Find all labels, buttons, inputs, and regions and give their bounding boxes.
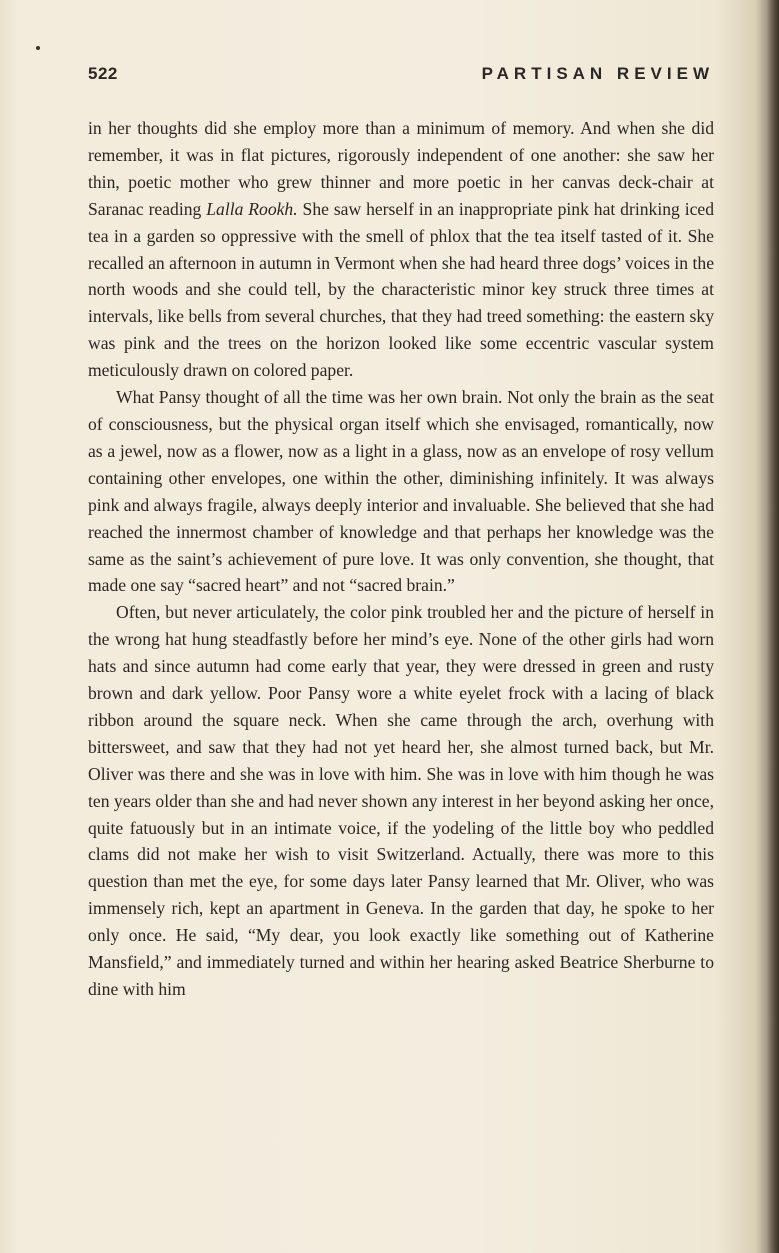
page-number: 522 — [88, 64, 118, 83]
paragraph-1-text-a: in her thoughts did she employ more than a minimum of memory. And when she did remember, it was in flat pictures, rigorously independent of one another: she saw her thin, poetic mother who grew thinner and more poetic in her canvas deck-chair at Saranac reading — [88, 118, 714, 219]
paragraph-1-text-b: She saw herself in an inappropriate pink hat drinking iced tea in a garden so oppressive with the smell of phlox that the tea itself tasted of it. She recalled an afternoon in autumn in Vermont when she had heard three dogs’ voices in the north woods and she could tell, by the characteristic minor key struck three times at intervals, like bells from several churches, that they had treed something: the eastern sky was pink and the trees on the horizon looked like some eccentric vascular system meticulously drawn on colored paper. — [88, 198, 714, 381]
book-title-lalla-rookh: Lalla Rookh. — [206, 198, 298, 219]
paragraph-1 — [88, 115, 714, 384]
running-head: PARTISAN REVIEW — [481, 64, 714, 83]
page-gutter-shadow — [767, 0, 779, 1253]
page-header — [88, 64, 714, 92]
paragraph-3: Often, but never articulately, the color pink troubled her and the picture of herself in the wrong hat hung steadfastly before her mind’s eye. None of the other girls had worn hats and since autumn had come early that year, they were dressed in green and rusty brown and dark yellow. Poor Pansy wore a white eyelet frock with a lacing of black ribbon around the square neck. When she came through the arch, overhung with bittersweet, and saw that they had not yet heard her, she almost turned back, but Mr. Oliver was there and she was in love with him. She was in love with him though he was ten years older than she and had never shown any interest in her beyond asking her once, quite fatuously but in an intimate voice, if the yodeling of the little boy who peddled clams did not make her wish to visit Switzerland. Actually, there was more to this question than met the eye, for some days later Pansy learned that Mr. Oliver, who was immensely rich, kept an apartment in Geneva. In the garden that day, he spoke to her only once. He said, “My dear, you look exactly like something out of Katherine Mansfield,” and immediately turned and within her hearing asked Beatrice Sherburne to dine with him — [88, 602, 714, 999]
ink-speck — [36, 46, 40, 50]
body-text — [88, 115, 714, 1003]
paragraph-2: What Pansy thought of all the time was her own brain. Not only the brain as the seat of consciousness, but the physical organ itself which she envisaged, romantically, now as a jewel, now as a flower, now as a light in a glass, now as an envelope of rosy vellum containing other envelopes, one within the other, diminishing infinitely. It was always pink and always fragile, always deeply interior and invaluable. She believed that she had reached the innermost chamber of knowledge and that perhaps her knowledge was the same as the saint’s achievement of pure love. It was only convention, she thought, that made one say “sacred heart” and not “sacred brain.” — [88, 387, 714, 596]
